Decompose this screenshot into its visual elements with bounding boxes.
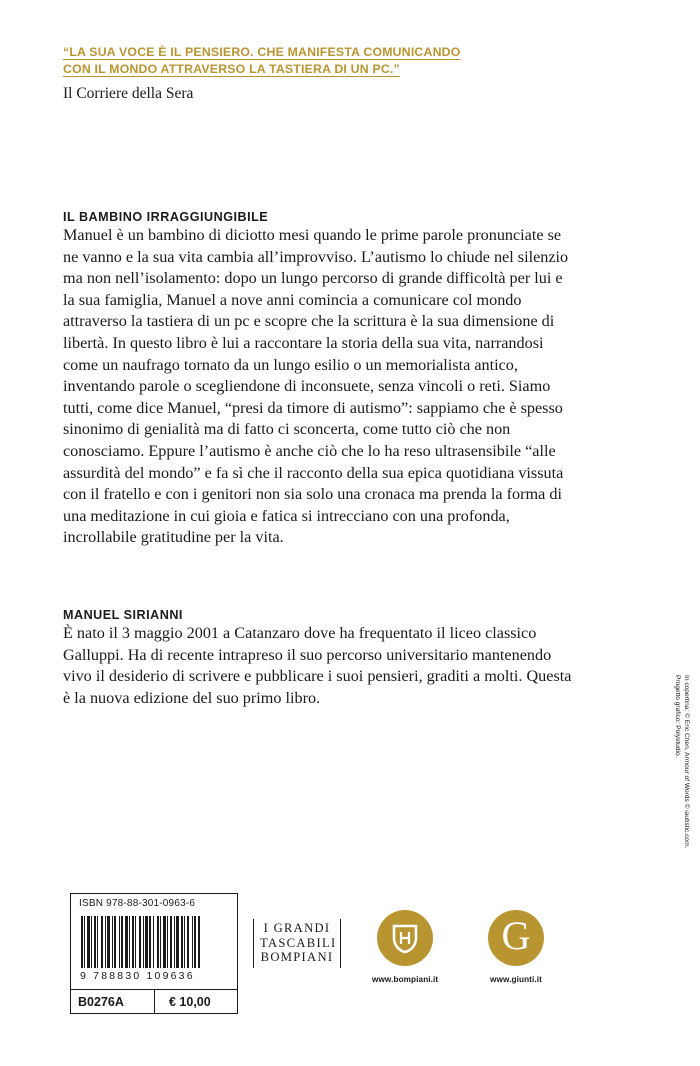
bompiani-logo-icon xyxy=(377,910,433,966)
cover-credits xyxy=(674,675,690,849)
cover-credits-line-2: Progetto grafico: Polystudio. xyxy=(674,675,682,758)
barcode-footer xyxy=(70,989,238,1014)
book-blurb xyxy=(63,210,576,549)
imprint-line-3: BOMPIANI xyxy=(260,950,334,964)
press-quote-line-2: CON IL MONDO ATTRAVERSO LA TASTIERA DI UN PC.” xyxy=(63,62,400,76)
giunti-website-link[interactable]: www.giunti.it xyxy=(490,975,542,984)
bompiani-website-link[interactable]: www.bompiani.it xyxy=(372,975,439,984)
giunti-logo-group xyxy=(488,910,544,984)
barcode-digits: 9 788830 109636 xyxy=(80,970,195,982)
barcode-bars xyxy=(81,916,229,968)
barcode-price: € 10,00 xyxy=(154,990,211,1014)
press-quote-line-1: “LA SUA VOCE È IL PENSIERO. CHE MANIFESTA COMUNICANDO xyxy=(63,45,461,59)
press-quote xyxy=(63,44,533,103)
book-description: Manuel è un bambino di diciotto mesi quando le prime parole pronunciate se ne vanno e la sua vita cambia all’improvviso. L’autismo lo chiude nel silenzio ma non nell’isolamento: dopo un lungo percorso di grande difficoltà per lui e la sua famiglia, Manuel a nove anni comincia a comunicare col mondo attraverso la tastiera di un pc e scopre che la scrittura è la sua dimensione di libertà. In questo libro è lui a raccontare la storia della sua vita, narrandosi come un naufrago tornato da un lungo esilio o un memorialista antico, inventando parole o scegliendone di inconsuete, senza vincoli o reti. Siamo tutti, come dice Manuel, “presi da timore di autismo”: sappiamo che è spesso sinonimo di genialità ma di fatto ci sconcerta, come tutto ciò che non conosciamo. Eppure l’autismo è anche ciò che lo ha reso ultrasensibile “alle assurdità del mondo” e fa sì che il racconto della sua epica quotidiana vissuta con il fratello e con i genitori non sia solo una cronaca ma prenda la forma di una meditazione in cui gioia e fatica si intrecciano con una profonda, incrollabile gratitudine per la vita. xyxy=(63,226,569,547)
imprint-line-1: I GRANDI xyxy=(263,921,331,935)
book-title: IL BAMBINO IRRAGGIUNGIBILE xyxy=(63,210,269,224)
giunti-mark-icon: G xyxy=(501,913,531,958)
giunti-logo-icon xyxy=(488,910,544,966)
author-name: MANUEL SIRIANNI xyxy=(63,608,183,622)
author-bio: È nato il 3 maggio 2001 a Catanzaro dove ha frequentato il liceo classico Galluppi. Ha di recente intrapreso il suo percorso universitario mantenendo vivo il desiderio di scrivere e pubblicare i suoi pensieri, graditi a molti. Questa è la nuova edizione del suo primo libro. xyxy=(63,624,572,707)
imprint-line-2: TASCABILI xyxy=(260,935,337,950)
barcode-product-code: B0276A xyxy=(78,995,124,1009)
cover-footer xyxy=(0,885,700,1015)
isbn-text: ISBN 978-88-301-0963-6 xyxy=(79,898,196,909)
bompiani-mark-icon xyxy=(377,910,433,966)
author-section xyxy=(63,608,576,709)
cover-credits-line-1: In copertina: © Eric Chen, Armour of Words © iautistic.com. xyxy=(683,675,690,849)
imprint-block xyxy=(253,919,341,968)
press-quote-source: Il Corriere della Sera xyxy=(63,85,194,102)
barcode-block xyxy=(70,893,238,1014)
bompiani-logo-group xyxy=(372,910,438,984)
